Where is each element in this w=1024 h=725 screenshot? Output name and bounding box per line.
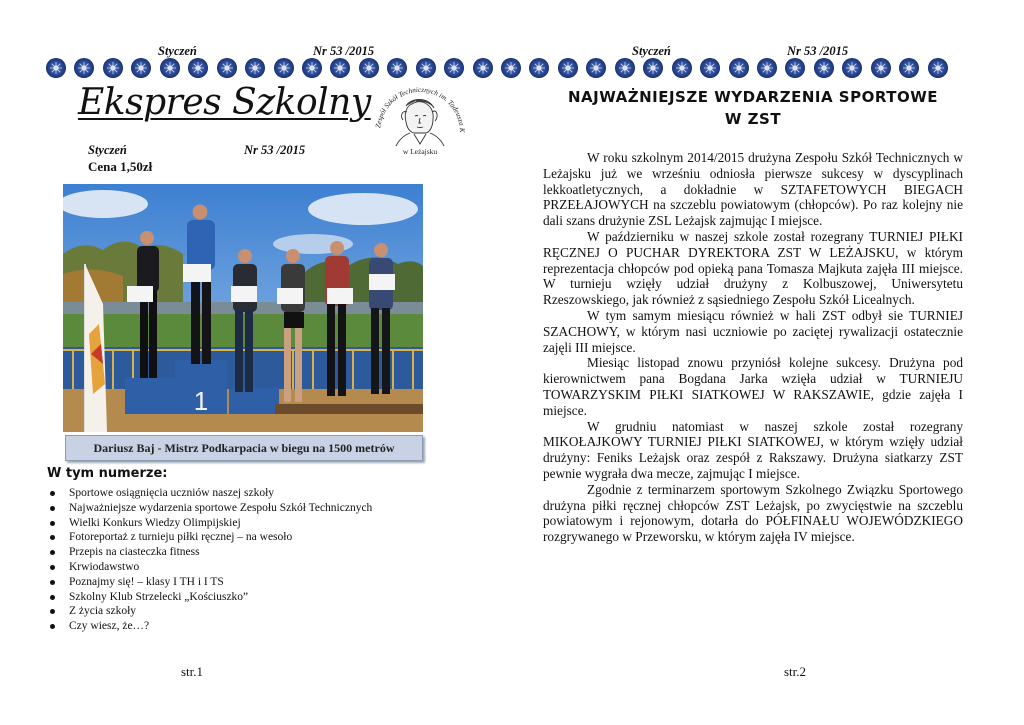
decorative-dot-border [46, 58, 948, 80]
photo-caption: Dariusz Baj - Mistrz Podkarpacia w biegu na 1500 metrów [65, 435, 423, 461]
snowflake-dot-icon [103, 58, 123, 78]
svg-text:Zespół Szkół Technicznych im.: Zespół Szkół Technicznych im. Tadeusza K [374, 85, 467, 133]
article-title [543, 86, 963, 130]
seal-bottom-text: w Leżajsku [402, 147, 438, 156]
header-issue-right: Nr 53 /2015 [787, 44, 849, 58]
article-paragraph: W tym samym miesiącu również w hali ZST odbył sie TURNIEJ SZACHOWY, w którym nasi uczniowie po zaciętej rywalizacji ostatecznie zajęli III miejsce. [543, 307, 963, 355]
toc-item: Krwiodawstwo [47, 560, 372, 575]
article-body [543, 150, 963, 545]
header-month-left: Styczeń [158, 44, 197, 58]
snowflake-dot-icon [729, 58, 749, 78]
article-title-line-2: W ZST [724, 110, 782, 128]
snowflake-dot-icon [700, 58, 720, 78]
snowflake-dot-icon [131, 58, 151, 78]
snowflake-dot-icon [615, 58, 635, 78]
snowflake-dot-icon [899, 58, 919, 78]
toc-item: Z życia szkoły [47, 604, 372, 619]
snowflake-dot-icon [245, 58, 265, 78]
toc-item: Szkolny Klub Strzelecki „Kościuszko” [47, 590, 372, 605]
header-issue-left: Nr 53 /2015 [313, 44, 375, 58]
snowflake-dot-icon [928, 58, 948, 78]
snowflake-dot-icon [74, 58, 94, 78]
snowflake-dot-icon [274, 58, 294, 78]
snowflake-dot-icon [217, 58, 237, 78]
article-title-line-1: NAJWAŻNIEJSZE WYDARZENIA SPORTOWE [567, 88, 939, 106]
snowflake-dot-icon [842, 58, 862, 78]
toc-list [47, 486, 372, 634]
snowflake-dot-icon [529, 58, 549, 78]
snowflake-dot-icon [302, 58, 322, 78]
toc-item: Wielki Konkurs Wiedzy Olimpijskiej [47, 516, 372, 531]
snowflake-dot-icon [558, 58, 578, 78]
school-seal-logo [366, 74, 474, 158]
snowflake-dot-icon [586, 58, 606, 78]
toc-item: Sportowe osiągnięcia uczniów naszej szkoły [47, 486, 372, 501]
toc-item: Przepis na ciasteczka fitness [47, 545, 372, 560]
issue-month: Styczeń [88, 143, 127, 157]
snowflake-dot-icon [160, 58, 180, 78]
snowflake-dot-icon [46, 58, 66, 78]
snowflake-dot-icon [871, 58, 891, 78]
toc-item: Poznajmy się! – klasy I TH i I TS [47, 575, 372, 590]
toc-item: Najważniejsze wydarzenia sportowe Zespołu Szkół Technicznych [47, 501, 372, 516]
masthead-title: Ekspres Szkolny [78, 82, 371, 123]
snowflake-dot-icon [785, 58, 805, 78]
snowflake-dot-icon [814, 58, 834, 78]
article-paragraph: Zgodnie z terminarzem sportowym Szkolnego Związku Sportowego drużyna piłki ręcznej chłopców ZST Leżajsk, po zwycięstwie na szczeblu powiatowym i rejonowym, dotarła do PÓŁFINAŁU WOJEWÓDZKIEGO rozgrywanego w Przeworsku, w którym zajęła IV miejsce. [543, 481, 963, 545]
toc-title: W tym numerze: [47, 466, 168, 481]
snowflake-dot-icon [757, 58, 777, 78]
header-month-right: Styczeń [632, 44, 671, 58]
article-paragraph: W październiku w naszej szkole został rozegrany TURNIEJ PIŁKI RĘCZNEJ O PUCHAR DYREKTORA ZST W LEŻAJSKU, w którym reprezentacja chłopców pod opieką pana Tomasza Majkuta zajęła III miejsce. W turnieju wzięły udział drużyny z Kolbuszowej, Uniwersytetu Rzeszowskiego, jak również z sąsiedniego Zespołu Szkół Licealnych. [543, 228, 963, 308]
article-paragraph: W roku szkolnym 2014/2015 drużyna Zespołu Szkół Technicznych w Leżajsku już we wrześniu odniosła pierwsze sukcesy w dyscyplinach lekkoatletycznych, a dokładnie w SZTAFETOWYCH BIEGACH PRZEŁAJOWYCH na szczeblu powiatowym (chłopców). Po raz kolejny nie dali szans drużynie ZSL Leżajsk zajmując I miejsce. [543, 150, 963, 229]
snowflake-dot-icon [330, 58, 350, 78]
page-number-right: str.2 [784, 664, 807, 679]
issue-number: Nr 53 /2015 [244, 143, 306, 157]
athletes-podium-photo [63, 184, 423, 432]
article-paragraph: Miesiąc listopad znowu przyniósł kolejne sukcesy. Drużyna pod kierownictwem pana Bogdana Jarka wzięła udział w TURNIEJU TOWARZYSKIM PIŁKI SIATKOWEJ W RAKSZAWIE, gdzie zajęła I miejsce. [543, 355, 963, 418]
toc-item: Czy wiesz, że…? [47, 619, 372, 634]
snowflake-dot-icon [188, 58, 208, 78]
snowflake-dot-icon [672, 58, 692, 78]
toc-item: Fotoreportaż z turnieju piłki ręcznej – na wesoło [47, 530, 372, 545]
article-paragraph: W grudniu natomiast w naszej szkole został rozegrany MIKOŁAJKOWY TURNIEJ PIŁKI SIATKOWEJ, w którym wzięły udział drużyny: Feniks Leżajsk oraz zespół z Rakszawy. Drużyna siatkarzy ZST pewnie wygrała dwa mecze, zajmując I miejsce. [543, 418, 963, 481]
snowflake-dot-icon [643, 58, 663, 78]
svg-text:1: 1 [193, 386, 209, 416]
page-number-left: str.1 [181, 664, 204, 679]
snowflake-dot-icon [501, 58, 521, 78]
issue-price: Cena 1,50zł [88, 159, 153, 174]
snowflake-dot-icon [473, 58, 493, 78]
